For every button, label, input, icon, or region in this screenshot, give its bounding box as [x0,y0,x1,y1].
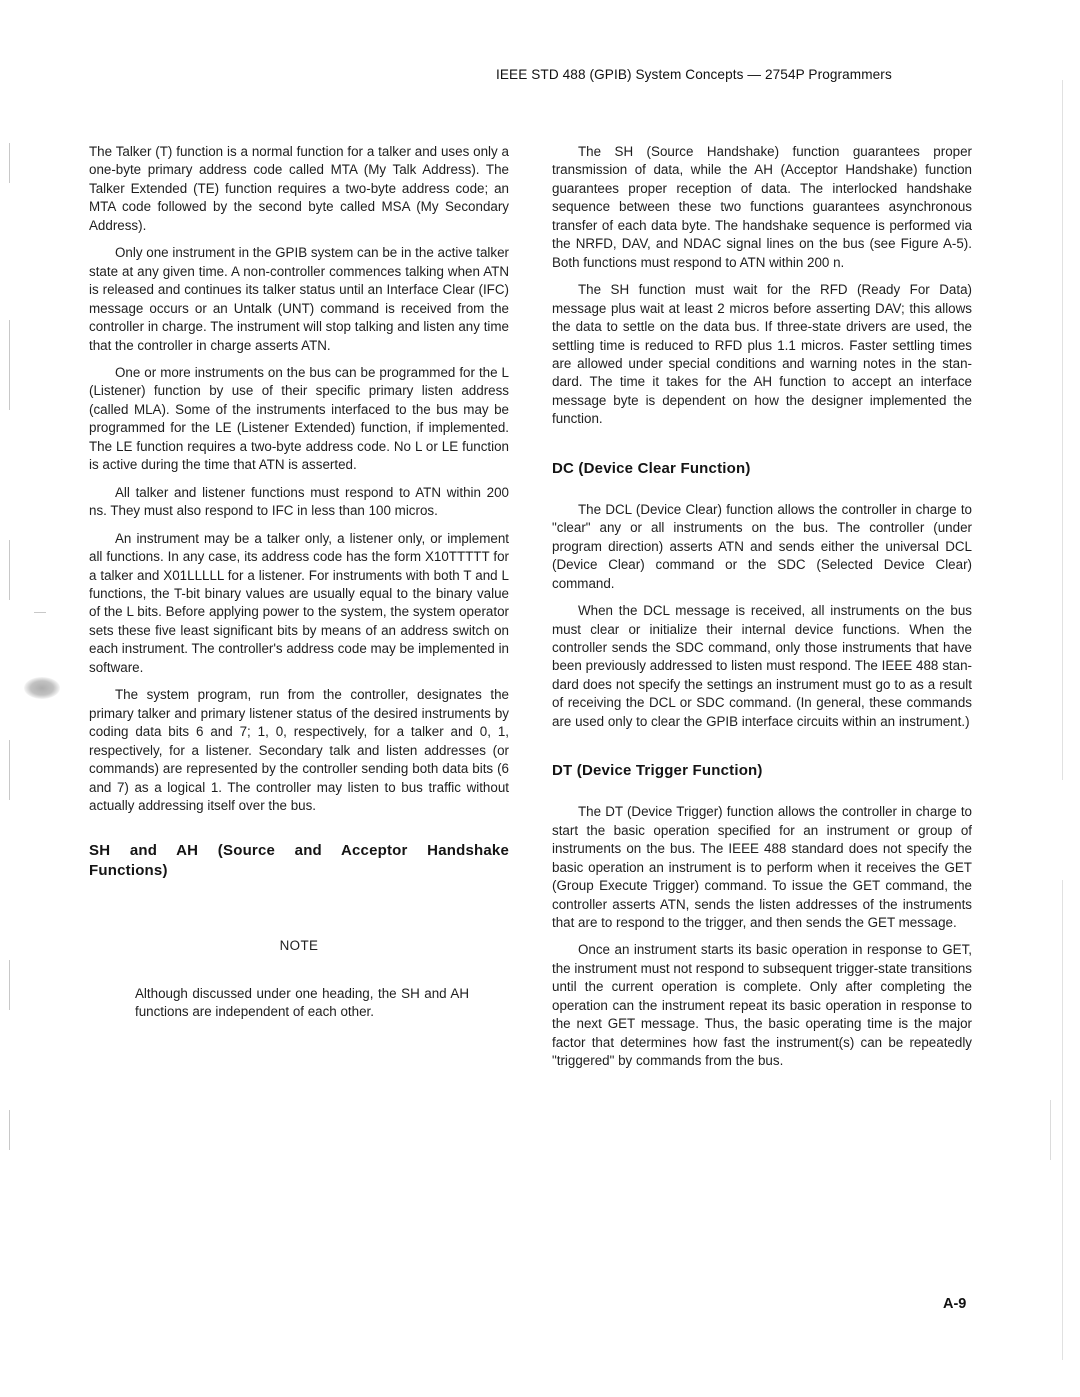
paragraph-address-code: An instrument may be a talker only, a listener only, or implement all functions. In any case, its address code has the form X10TTTTT for a talker and X01LLLLL for a listener. For instruments with both T and L functions, the T-bit binary values are usually equal to the binary value of the L bits. Before applying power to the system, the system operator sets these five least significant bits by means of an address switch on each instrument. The controller's address code may be implemented in software. [89,530,509,675]
paragraph-dcl-function: The DCL (Device Clear) function allows the controller in charge to "clear" any or all instruments on the bus. The controller (under program direction) asserts ATN and sends either the universal DCL (Device Clear) command or the SDC (Selected Device Clear) command. [552,501,972,591]
paragraph-talker-function: The Talker (T) function is a normal function for a talker and uses only a one-byte primary address code called MTA (My Talk Address). The Talker Extended (TE) function requires a two-byte address code; an MTA code followed by the second byte called MSA (My Secondary Address). [89,144,509,233]
scan-artifact-left-margin [9,960,10,1010]
paragraph-sh-timing: The SH function must wait for the RFD (Ready For Data) message plus wait at least 2 micros before asserting DAV; this allows the data to settle on the data bus. If three-state drivers are used, the settling time is reduced to RFD plus 1.1 micros. Faster settling times are allowed under special conditions and warning notes in the standard. The time it takes for the AH function to accept an interface message byte is dependent on how the designer implemented the function. [552,282,972,427]
running-header: IEEE STD 488 (GPIB) System Concepts — 2754P Programmers [496,67,892,82]
scan-artifact-left-margin [9,740,10,800]
scan-artifact-right-margin [1050,1100,1051,1160]
section-heading-dt: DT (Device Trigger Function) [552,762,763,780]
section-heading-sh-ah: SH and AH (Source and Acceptor Handshake Functions) [89,842,509,880]
paragraph-get-operation: Once an instrument starts its basic operation in response to GET, the instrument must not respond to subsequent trigger-state transitions until the current operation is complete. Only after completing the operation can the instrument repeat its basic operation in response to the next GET message. Thus, the basic operating time is the major factor that determines how fast the instrument(s) can be repeatedly "triggered" by commands from the bus. [552,942,972,1069]
scan-artifact-left-margin [9,540,10,600]
note-title: NOTE [279,938,319,954]
scan-artifact-left-margin [9,143,10,183]
paragraph-active-talker: Only one instrument in the GPIB system can be in the active talker state at any given time. A non-controller commences talking when ATN is released and continues its talker status until an Interface Clear (IFC) message occurs or an Untalk (UNT) command is received from the controller in charge. The instrument will stop talking and listen any time that the controller in charge asserts ATN. [89,245,509,353]
paragraph-sh-ah-overview: The SH (Source Handshake) function guarantees proper transmission of data, while the AH (Acceptor Handshake) function guarantees proper reception of data. The interlocked handshake sequence between these two functions guarantees asynchronous transfer of each data byte. The handshake sequence is performed via the NRFD, DAV, and NDAC signal lines on the bus (see Figure A-5). Both functions must respond to ATN within 200 n. [552,144,972,270]
section-heading-dc: DC (Device Clear Function) [552,459,751,477]
note-body: Although discussed under one heading, the SH and AH functions are independent of each other. [135,985,469,1020]
binding-hole-artifact [24,677,60,699]
left-column [89,143,509,1022]
paragraph-system-program: The system program, run from the controller, designates the primary talker and primary listener status of the desired instruments by coding data bits 6 and 7; 1, 0, respectively, for a talker and 0, 1, respectively, for a listener. Secondary talk and listen addresses (or commands) are represented by the controller sending both data bits (6 and 7) as a logical 1. The controller may listen to bus traffic without actually addressing itself over the bus. [89,687,509,813]
paragraph-dt-function: The DT (Device Trigger) function allows the controller in charge to start the basic operation specified for an instrument or group of instruments on the bus. The IEEE 488 standard does not specify the basic operation an instrument is to perform when it receives the GET (Group Execute Trigger) command. To issue the GET command, the controller asserts ATN, sends the listen addresses of the instruments that are to respond to the trigger, and then sends the GET message. [552,804,972,930]
right-column [552,143,972,1080]
paragraph-listener-function: One or more instruments on the bus can be programmed for the L (Listener) function by use of their specific primary listen address (called MLA). Some of the instruments interfaced to the bus may be programmed for the LE (Listener Extended) function, if implemented. The LE function requires a two-byte address code. No L or LE function is active during the time that ATN is asserted. [89,364,509,473]
paragraph-dcl-received: When the DCL message is received, all instruments on the bus must clear or initialize their internal device functions. When the controller sends the SDC command, only those instruments that have been previously addressed to listen must respond. The IEEE 488 standard does not specify the settings an instrument must go to as a result of receiving the DCL or SDC command. (In general, these commands are used only to clear the GPIB interface circuits within an instrument.) [552,603,972,729]
scan-artifact-left-margin [9,320,10,410]
scan-artifact-left-margin [34,612,46,613]
scan-artifact-right-margin [1062,80,1063,780]
page-number: A-9 [943,1296,967,1312]
scan-artifact-left-margin [9,1110,10,1150]
scan-artifact-right-margin [1062,880,1063,1360]
paragraph-atn-response: All talker and listener functions must respond to ATN within 200 ns. They must also respond to IFC in less than 100 micros. [89,484,509,519]
